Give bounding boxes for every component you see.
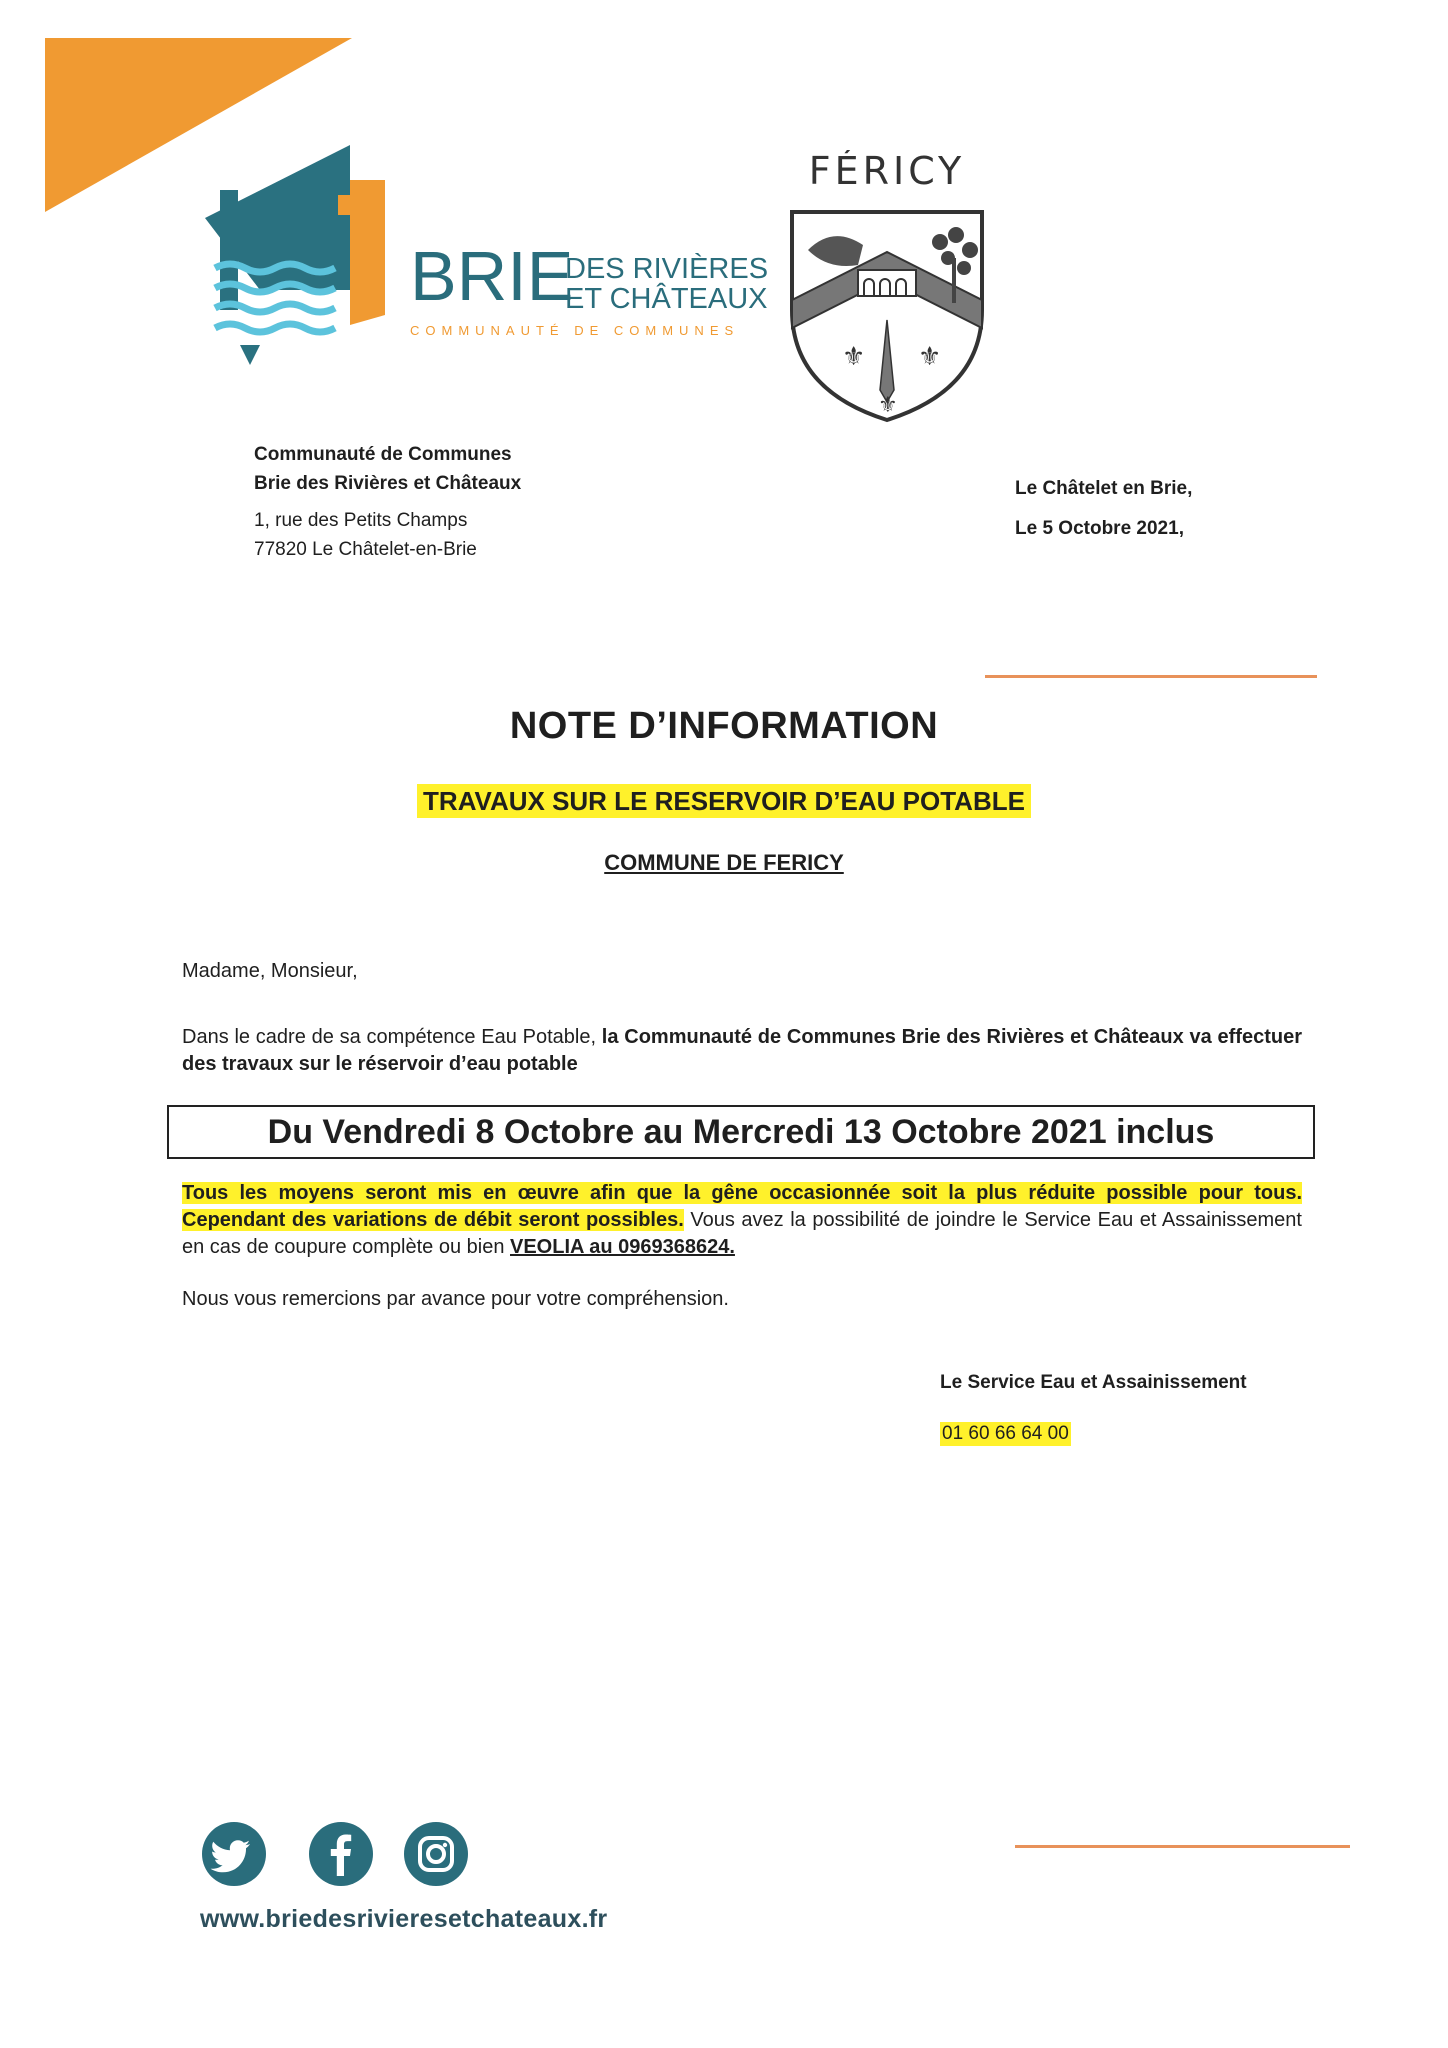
- fericy-coat-of-arms: [780, 150, 995, 425]
- svg-text:⚜: ⚜: [878, 393, 898, 418]
- svg-text:⚜: ⚜: [918, 342, 942, 372]
- brie-word: BRIE: [410, 237, 574, 315]
- signature-phone: 01 60 66 64 00: [942, 1423, 1069, 1444]
- veolia-contact: VEOLIA au 0969368624.: [510, 1236, 735, 1258]
- sender-org-line1: Communauté de Communes: [254, 444, 512, 465]
- date-range-box: Du Vendredi 8 Octobre au Mercredi 13 Octobre 2021 inclus: [167, 1105, 1315, 1159]
- fericy-name: FÉRICY: [808, 150, 966, 193]
- instagram-icon[interactable]: [402, 1820, 470, 1888]
- paragraph-details: Tous les moyens seront mis en œuvre afin que la gêne occasionnée soit la plus réduite possible pour tous. Cependant des variations de débit seront possibles. Vous avez la possibilité de joindre le Service Eau et Assainissement en cas de coupure complète ou bien VEOLIA au 0969368624.: [182, 1182, 1302, 1258]
- orange-tower: [350, 180, 385, 325]
- website-link[interactable]: www.briedesrivieresetchateaux.fr: [200, 1905, 608, 1933]
- sender-address-line2: 77820 Le Châtelet-en-Brie: [254, 539, 477, 560]
- commune-heading: COMMUNE DE FERICY: [604, 850, 844, 875]
- document-title: NOTE D’INFORMATION: [509, 705, 939, 747]
- divider-bottom: [1015, 1845, 1350, 1848]
- place-date: [1015, 469, 1192, 549]
- sender-address-line1: 1, rue des Petits Champs: [254, 510, 468, 531]
- sender-org-line2: Brie des Rivières et Châteaux: [254, 473, 522, 494]
- thanks-line: Nous vous remercions par avance pour votre compréhension.: [182, 1288, 729, 1310]
- brie-logo: [200, 140, 770, 370]
- brie-line2: ET CHÂTEAUX: [565, 283, 768, 315]
- twitter-icon[interactable]: [200, 1820, 268, 1888]
- date: Le 5 Octobre 2021,: [1015, 518, 1184, 539]
- signature-service: Le Service Eau et Assainissement: [940, 1372, 1247, 1393]
- divider-top: [985, 675, 1317, 678]
- facebook-icon[interactable]: [307, 1820, 375, 1888]
- document-subtitle: TRAVAUX SUR LE RESERVOIR D’EAU POTABLE: [0, 786, 1448, 817]
- brie-tagline: COMMUNAUTÉ DE COMMUNES: [410, 323, 740, 338]
- svg-text:⚜: ⚜: [842, 342, 866, 372]
- brie-line1: DES RIVIÈRES: [565, 253, 769, 285]
- greeting: Madame, Monsieur,: [182, 960, 358, 982]
- sender-address: [254, 440, 521, 564]
- place: Le Châtelet en Brie,: [1015, 478, 1193, 499]
- paragraph-intro: Dans le cadre de sa compétence Eau Potable, la Communauté de Communes Brie des Rivières et Châteaux va effectuer des travaux sur le réservoir d’eau potable: [182, 1026, 1302, 1075]
- highlighted-notice: Tous les moyens seront mis en œuvre afin que la gêne occasionnée soit la plus réduite possible pour tous. Cependant des variations de débit seront possibles.: [182, 1182, 1302, 1231]
